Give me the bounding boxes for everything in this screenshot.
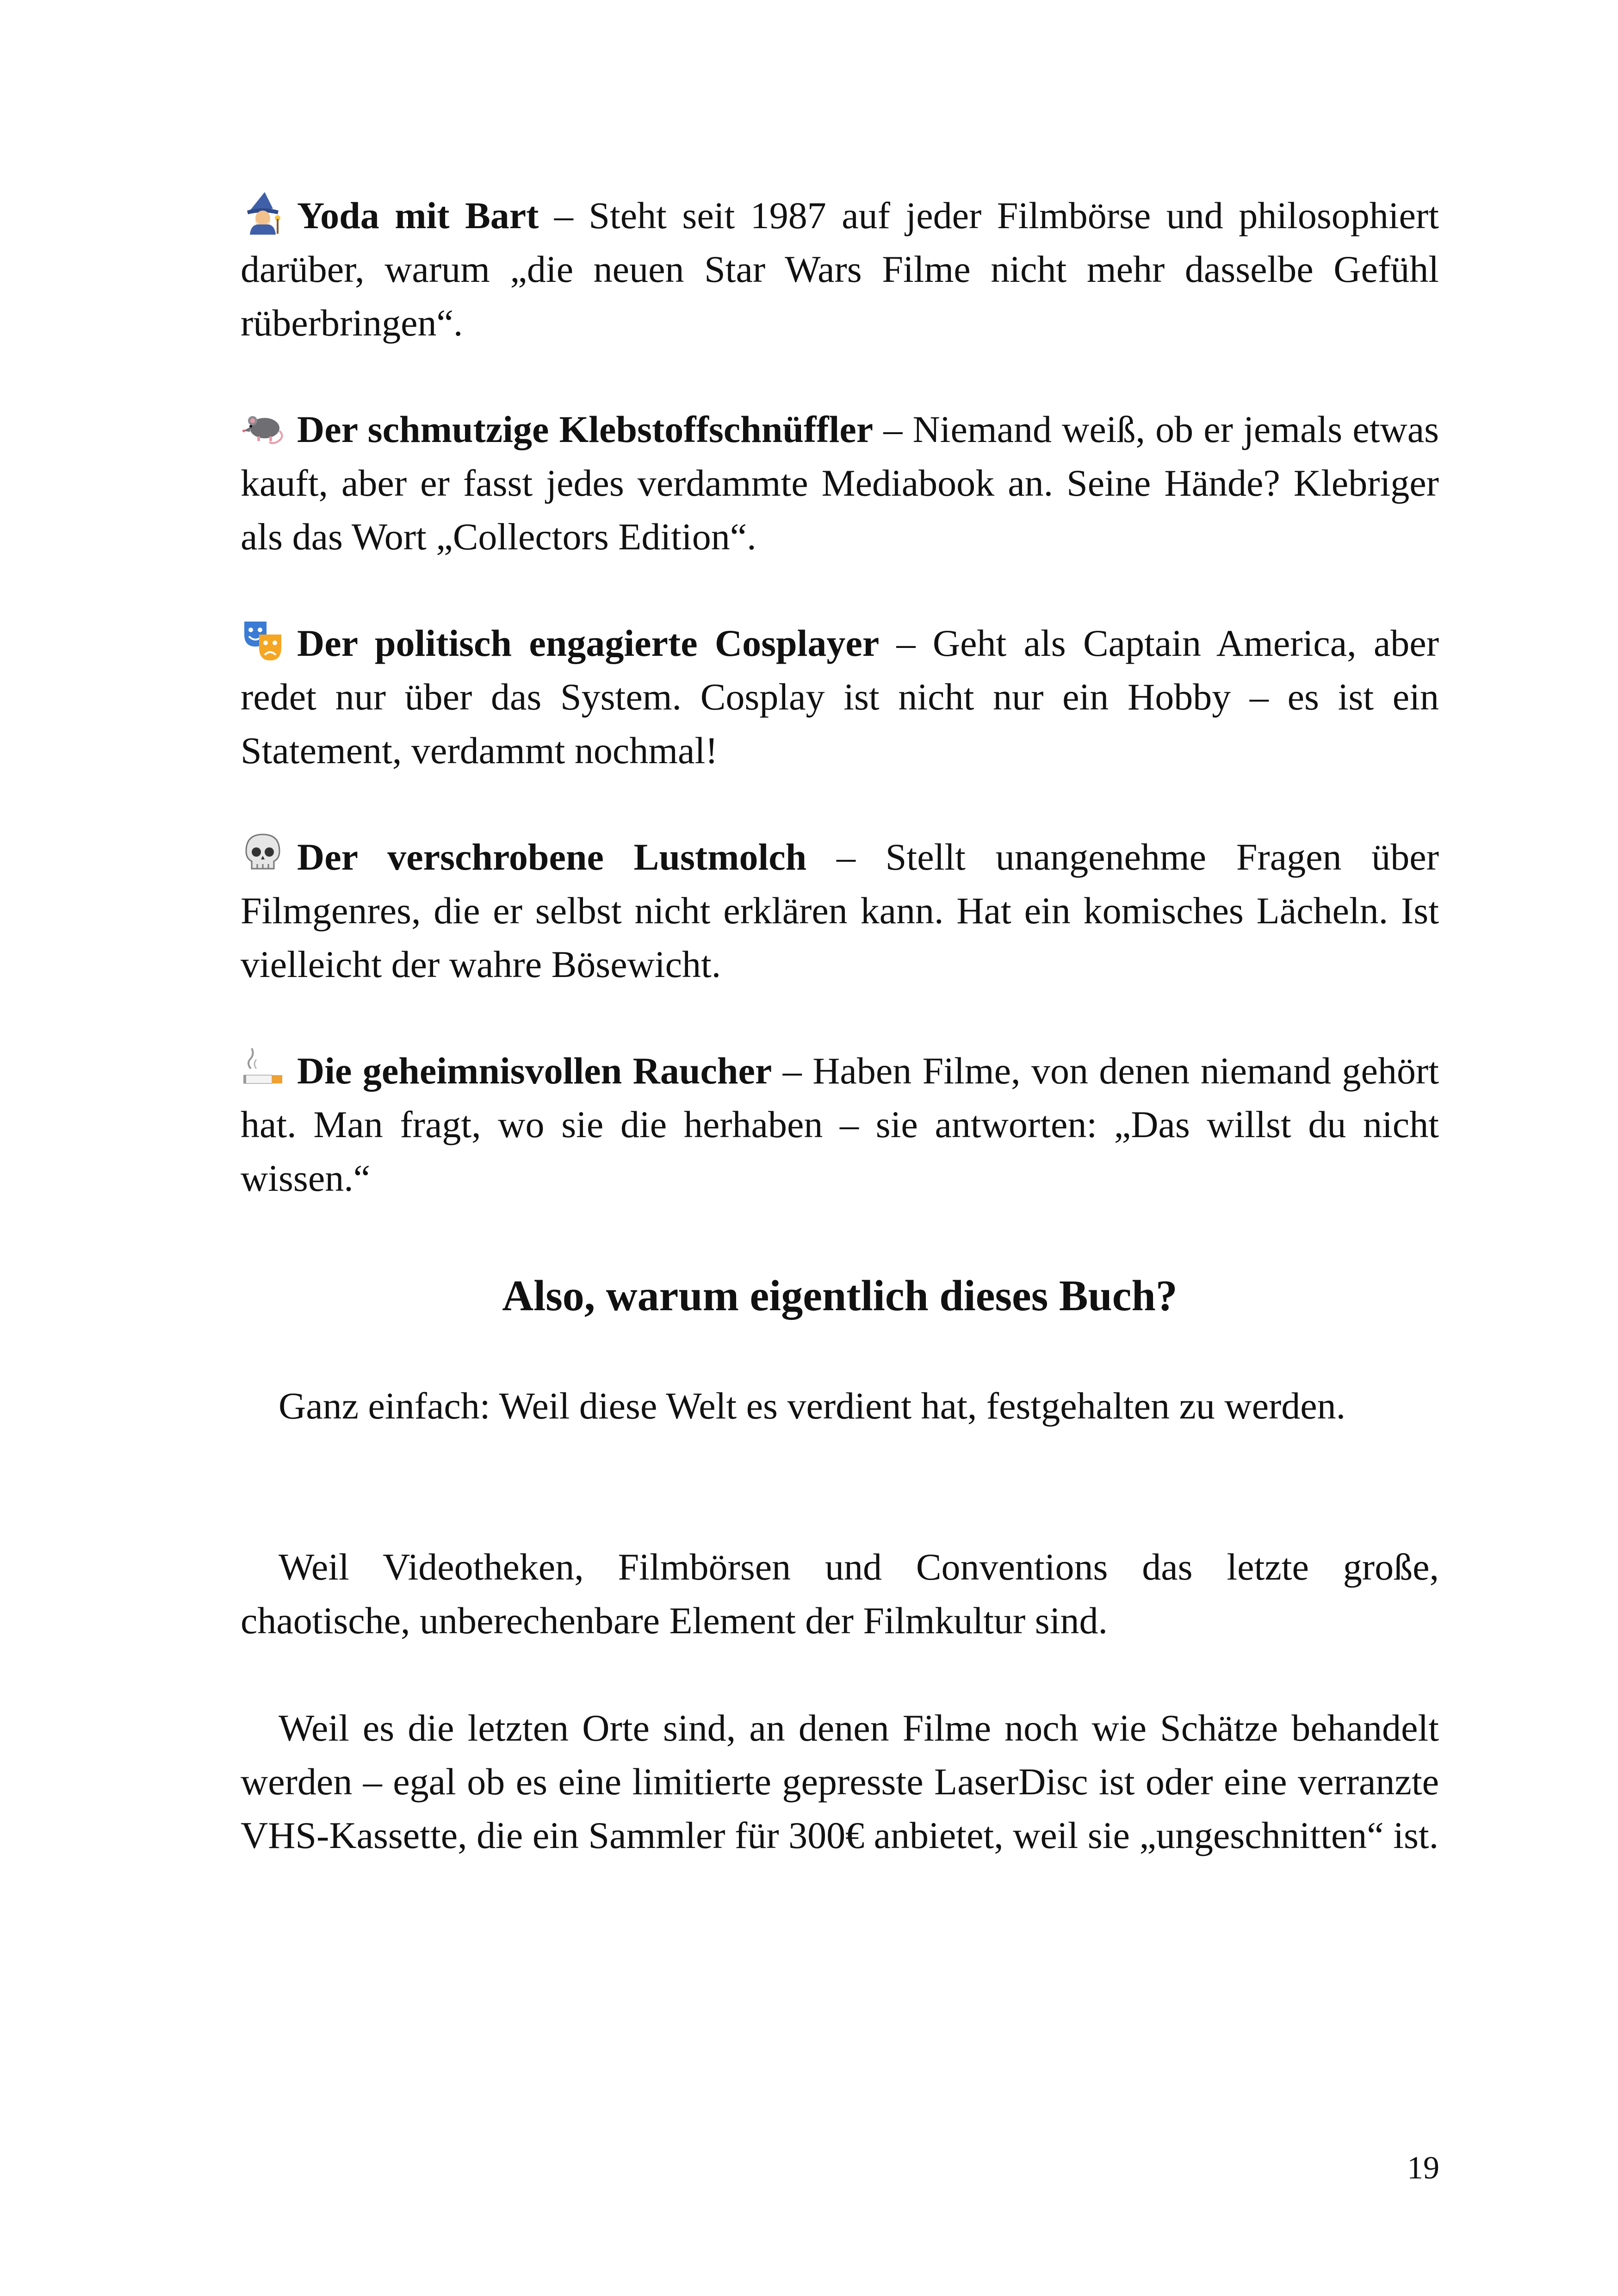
cigarette-icon bbox=[241, 1045, 285, 1090]
wizard-icon bbox=[241, 190, 285, 235]
entry-name: Der politisch engagierte Cosplayer bbox=[297, 622, 880, 664]
entry-yoda-mit-bart bbox=[241, 189, 1439, 350]
entry-text: – Stellt unangenehme Fragen über Filmgenres, die er selbst nicht erklären kann. Hat ein komisches Lächeln. Ist vielleicht der wahre Bösewicht. bbox=[241, 836, 1439, 985]
paragraph: Weil es die letzten Orte sind, an denen Filme noch wie Schätze behandelt werden – egal ob es eine limitierte gepresste LaserDisc ist oder eine verranzte VHS-Kassette, die ein Sammler für 300€ anbietet, weil sie „ungeschnitten“ ist. bbox=[241, 1707, 1439, 1856]
entry-text: – Niemand weiß, ob er jemals etwas kauft, aber er fasst jedes verdammte Mediabook an. Seine Hände? Klebriger als das Wort „Collectors Edition“. bbox=[241, 408, 1439, 558]
entry-klebstoffschnueffler bbox=[241, 403, 1439, 564]
entry-text: – Haben Filme, von denen niemand gehört hat. Man fragt, wo sie die herhaben – sie antworten: „Das willst du nicht wissen.“ bbox=[241, 1050, 1439, 1199]
entry-text: – Steht seit 1987 auf jeder Filmbörse und philosophiert darüber, warum „die neuen Star Wars Filme nicht mehr dasselbe Gefühl rüberbringen“. bbox=[241, 194, 1439, 344]
entry-name: Der verschrobene Lustmolch bbox=[297, 836, 807, 878]
paragraph: Weil Videotheken, Filmbörsen und Conventions das letzte große, chaotische, unberechenbare Element der Filmkultur sind. bbox=[241, 1546, 1439, 1642]
entry-text: – Geht als Captain America, aber redet nur über das System. Cosplay ist nicht nur ein Hobby – es ist ein Statement, verdammt nochmal! bbox=[241, 622, 1439, 772]
paragraph: Ganz einfach: Weil diese Welt es verdient hat, festgehalten zu werden. bbox=[279, 1385, 1346, 1427]
theater-masks-icon bbox=[241, 618, 285, 662]
entry-name: Die geheimnisvollen Raucher bbox=[297, 1050, 772, 1092]
entry-name: Der schmutzige Klebstoffschnüffler bbox=[297, 408, 874, 450]
section-heading: Also, warum eigentlich dieses Buch? bbox=[502, 1272, 1178, 1320]
page-number: 19 bbox=[1407, 2150, 1439, 2186]
entry-raucher bbox=[241, 1044, 1439, 1205]
rat-icon bbox=[241, 404, 285, 448]
entry-name: Yoda mit Bart bbox=[297, 194, 539, 236]
skull-icon bbox=[241, 832, 285, 876]
entry-lustmolch bbox=[241, 830, 1439, 991]
entry-cosplayer bbox=[241, 616, 1439, 778]
